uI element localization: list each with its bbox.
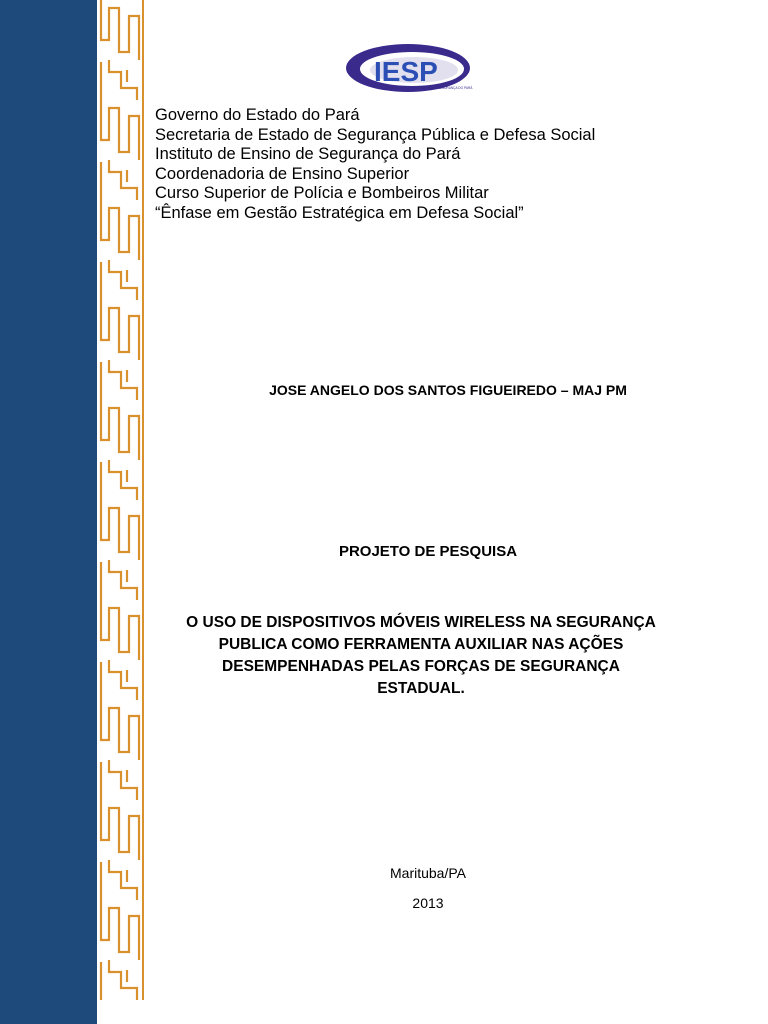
header-line-emphasis: “Ênfase em Gestão Estratégica em Defesa Social”: [155, 203, 524, 222]
header-line-government: Governo do Estado do Pará: [155, 106, 360, 124]
header-line-secretariat: Secretaria de Estado de Segurança Pública e Defesa Social: [155, 125, 596, 144]
title-line: O USO DE DISPOSITIVOS MÓVEIS WIRELESS NA SEGURANÇA: [186, 614, 656, 631]
place: Marituba/PA: [390, 865, 466, 881]
author-name: JOSE ANGELO DOS SANTOS FIGUEIREDO – MAJ PM: [269, 382, 627, 398]
svg-text:IESP: IESP: [374, 56, 438, 87]
svg-text:INSTITUTO DE ENSINO DE SEGURAN: INSTITUTO DE ENSINO DE SEGURANÇA DO PARÁ: [396, 86, 473, 90]
project-title: [146, 612, 696, 700]
title-line: DESEMPENHADAS PELAS FORÇAS DE SEGURANÇA: [222, 658, 620, 675]
year: 2013: [412, 895, 444, 911]
left-color-band: [0, 0, 97, 1024]
header-line-coordination: Coordenadoria de Ensino Superior: [155, 164, 410, 183]
iesp-logo: [344, 42, 478, 96]
header-line-institute: Instituto de Ensino de Segurança do Pará: [155, 145, 461, 164]
decorative-border: [97, 0, 145, 1000]
project-type: PROJETO DE PESQUISA: [338, 543, 518, 560]
institution-header: [155, 106, 755, 224]
title-line: ESTADUAL.: [377, 680, 465, 697]
header-line-course: Curso Superior de Polícia e Bombeiros Militar: [155, 184, 489, 203]
title-line: PUBLICA COMO FERRAMENTA AUXILIAR NAS AÇÕES: [218, 636, 624, 653]
